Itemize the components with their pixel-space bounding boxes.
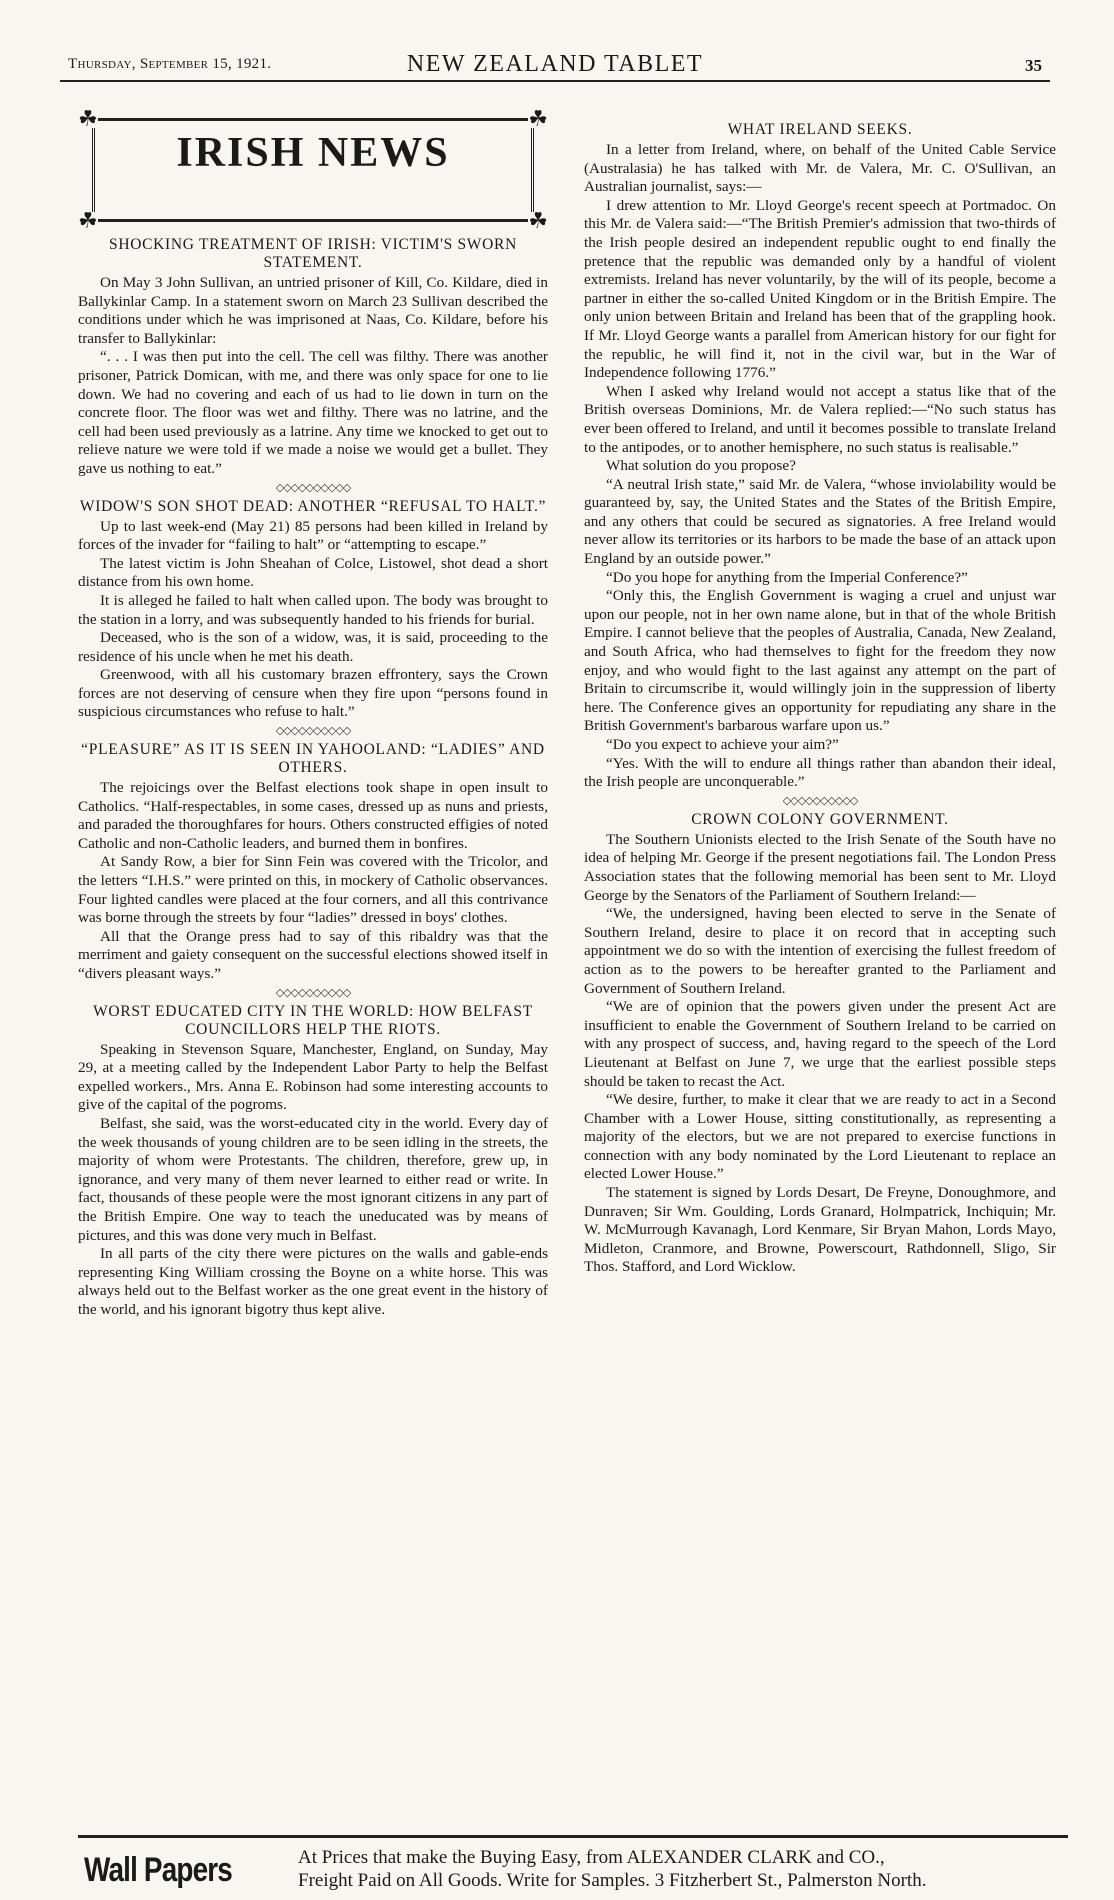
wall-papers-brand: Wall Papers — [84, 1851, 232, 1889]
right-column — [584, 118, 1056, 1277]
section-separator: ◇◇◇◇◇◇◇◇◇◇ — [275, 986, 351, 999]
article-paragraph: Greenwood, with all his customary brazen effrontery, says the Crown forces are not deserving of censure when they fire upon “persons found in suspicious circumstances who refuse to halt.” — [78, 666, 548, 721]
article-pleasure-yahooland — [78, 741, 548, 984]
article-paragraph: What solution do you propose? — [606, 457, 796, 475]
article-paragraph: “We, the undersigned, having been elected to serve in the Senate of Southern Ireland, desire to place it on record that in accepting such appointment we do so with the intention of exercising the fullest freedom of action as to the powers to be hereafter granted to the Parliament and Government of Southern Ireland. — [584, 905, 1056, 997]
article-paragraph: The statement is signed by Lords Desart, De Freyne, Donoughmore, and Dunraven; Sir Wm. Goulding, Lords Granard, Holmpatrick, Inchiquin; Mr. W. McMurrough Kavanagh, Lord Kenmare, Sir Bryan Mahon, Lords Mayo, Midleton, Cranmore, and Browne, Powerscourt, Rathdonnell, Sligo, Sir Thos. Stafford, and Lord Wicklow. — [584, 1184, 1056, 1276]
section-separator: ◇◇◇◇◇◇◇◇◇◇ — [275, 481, 351, 494]
irish-news-masthead — [78, 106, 548, 233]
article-widows-son — [78, 498, 548, 723]
article-worst-educated-city — [78, 1003, 548, 1320]
article-paragraph: In all parts of the city there were pictures on the walls and gable-ends representing King William crossing the Boyne on a white horse. This was always held out to the Belfast worker as the one great event in the history of the world, and his ignorant bigotry thus kept alive. — [78, 1245, 548, 1318]
shamrock-icon: ☘ — [78, 208, 98, 233]
article-paragraph: When I asked why Ireland would not accept a status like that of the British overseas Dominions, Mr. de Valera replied:—“No such status has ever been offered to Ireland, and until it becomes possible to translate Ireland to the antipodes, or to another hemisphere, no such status is realisable.” — [584, 382, 1056, 456]
article-headline: SHOCKING TREATMENT OF IRISH: VICTIM'S SWORN STATEMENT. — [109, 236, 517, 271]
article-headline: WHAT IRELAND SEEKS. — [727, 121, 913, 138]
issue-date: Thursday, September 15, 1921. — [68, 56, 272, 72]
section-separator: ◇◇◇◇◇◇◇◇◇◇ — [782, 794, 858, 807]
article-paragraph: It is alleged he failed to halt when called upon. The body was brought to the station in a lorry, and was subsequently handed to his friends for burial. — [78, 591, 548, 628]
article-paragraph: “We are of opinion that the powers given under the present Act are insufficient to enable the Government of Southern Ireland to be carried on with any prospect of success, and, having regard to the speech of the Lord Lieutenant at Belfast on June 7, we urge that the earliest possible steps should be taken to recast the Act. — [584, 998, 1056, 1090]
advertisement-text — [298, 1846, 1068, 1892]
masthead-bottom-rule — [98, 219, 528, 222]
article-headline: WIDOW'S SON SHOT DEAD: ANOTHER “REFUSAL TO HALT.” — [79, 497, 547, 515]
article-paragraph: I drew attention to Mr. Lloyd George's recent speech at Portmadoc. On this Mr. de Valera said:—“The British Premier's admission that two-thirds of the Irish people desired an independent republic ought to end finally the pretence that the republic was demanded only by a handful of violent extremists. Ireland has never voluntarily, by the will of its people, become a partner in either the so-called United Kingdom or in the British Empire. The only union between Britain and Ireland has been that of the grappling hook. If Mr. Lloyd George wants a parallel from American history for our fight for the republic, he will find it, not in the civil war, but in the War of Independence following 1776.” — [584, 196, 1056, 382]
article-paragraph: Up to last week-end (May 21) 85 persons had been killed in Ireland by forces of the invader for “failing to halt” or “attempting to escape.” — [78, 517, 548, 554]
article-headline: CROWN COLONY GOVERNMENT. — [691, 810, 949, 828]
left-column — [78, 106, 548, 1320]
shamrock-icon: ☘ — [528, 106, 548, 131]
article-headline: WORST EDUCATED CITY IN THE WORLD: HOW BELFAST COUNCILLORS HELP THE RIOTS. — [93, 1002, 533, 1038]
article-paragraph: All that the Orange press had to say of this ribaldry was that the merriment and gaiety consequent on the successful elections showed itself in “divers pleasant ways.” — [78, 927, 548, 982]
article-paragraph: “A neutral Irish state,” said Mr. de Valera, “whose inviolability would be guaranteed by, say, the United States and the States of the British Empire, and any others that could be secured as signatories. A free Ireland would never allow its territories or its harbors to be made the base of an attack upon England by an outside power.” — [584, 475, 1056, 568]
article-paragraph: Deceased, who is the son of a widow, was, it is said, proceeding to the residence of his uncle when he met his death. — [78, 629, 548, 665]
masthead-title: IRISH NEWS — [176, 130, 450, 176]
article-paragraph: In a letter from Ireland, where, on behalf of the United Cable Service (Australasia) he has talked with Mr. de Valera, Mr. C. O'Sullivan, an Australian journalist, says:— — [584, 141, 1056, 196]
article-what-ireland-seeks — [584, 121, 1056, 792]
article-shocking-treatment — [78, 236, 548, 479]
article-paragraph: “Only this, the English Government is waging a cruel and unjust war upon our people, not in her own name alone, but in that of the whole British Empire. I cannot believe that the peoples of Australia, Canada, New Zealand, and South Africa, who had themselves to fight for the freedom they now enjoy, and who would fight to the last against any attempt on the part of Britain to circumscribe it, would willingly join in the suppression of liberty here. The Conference gives an opportunity for repudiating any share in the British Government's barbarous warfare upon us.” — [584, 587, 1056, 735]
page-number: 35 — [1025, 56, 1042, 75]
masthead-top-rule — [98, 118, 528, 121]
shamrock-icon: ☘ — [528, 208, 548, 233]
ad-line-2: Freight Paid on All Goods. Write for Samples. 3 Fitzherbert St., Palmerston North. — [298, 1870, 927, 1891]
article-paragraph: Belfast, she said, was the worst-educated city in the world. Every day of the week thousands of young children are to be seen idling in the streets, the majority of whom were Protestants. The children, therefore, grew up, in ignorance, and very many of them never learned to either read or write. In fact, thousands of these people were the most ignorant citizens in any part of the British Empire. One way to teach the uneducated was by means of pictures, and this was done very much in Belfast. — [78, 1114, 548, 1244]
ad-line-1: At Prices that make the Buying Easy, from ALEXANDER CLARK and CO., — [298, 1847, 885, 1868]
section-separator: ◇◇◇◇◇◇◇◇◇◇ — [275, 725, 351, 738]
shamrock-icon: ☘ — [78, 106, 98, 131]
article-paragraph: “We desire, further, to make it clear that we are ready to act in a Second Chamber with a Lower House, sitting constitutionally, as representing a majority of the electors, but we are not prepared to exercise functions in connection with any body nominated by the Lord Lieutenant to replace an elected Lower House.” — [584, 1091, 1056, 1183]
article-paragraph: “Do you hope for anything from the Imperial Conference?” — [606, 568, 968, 586]
article-paragraph: “Yes. With the will to endure all things rather than abandon their ideal, the Irish people are unconquerable.” — [584, 754, 1056, 791]
article-paragraph: The latest victim is John Sheahan of Colce, Listowel, shot dead a short distance from his own home. — [78, 554, 548, 591]
article-paragraph: The rejoicings over the Belfast elections took shape in open insult to Catholics. “Half-respectables, in some cases, dressed up as nuns and priests, and paraded the thoroughfares for hours. Others constructed effigies of noted Catholic and non-Catholic leaders, and burned them in bonfires. — [78, 779, 548, 852]
publication-title: NEW ZEALAND TABLET — [406, 51, 704, 77]
page-header — [60, 40, 1050, 82]
article-crown-colony-government — [584, 811, 1056, 1277]
article-paragraph: “Do you expect to achieve your aim?” — [606, 736, 839, 753]
article-paragraph: On May 3 John Sullivan, an untried prisoner of Kill, Co. Kildare, died in Ballykinlar Camp. In a statement sworn on March 23 Sullivan described the conditions under which he was imprisoned at Naas, Co. Kildare, before his transfer to Ballykinlar: — [78, 274, 548, 347]
article-paragraph: Speaking in Stevenson Square, Manchester, England, on Sunday, May 29, at a meeting called by the Independent Labor Party to help the Belfast expelled workers., Mrs. Anna E. Robinson had some interesting accounts to give of the capital of the pogroms. — [78, 1040, 548, 1114]
article-paragraph: At Sandy Row, a bier for Sinn Fein was covered with the Tricolor, and the letters “I.H.S.” were printed on this, in mockery of Catholic observances. Four lighted candles were placed at the four corners, and all this contrivance was borne through the streets by four “ladies” dressed in boys' clothes. — [78, 853, 548, 927]
article-paragraph: The Southern Unionists elected to the Irish Senate of the South have no idea of helping Mr. George if the present negotiations fail. The London Press Association states that the following memorial has been sent to Mr. Lloyd George by the Senators of the Parliament of Southern Ireland:— — [584, 830, 1056, 904]
article-paragraph: “. . . I was then put into the cell. The cell was filthy. There was another prisoner, Patrick Domican, with me, and there was only space for one to lie down. We had no covering and each of us had to lie down in turn on the concrete floor. The floor was wet and filthy. There was no latrine, and the cell had been used previously as a latrine. Any time we knocked to get out to relieve nature we were told if we made a noise we would get a bullet. They gave us nothing to eat.” — [78, 348, 548, 477]
article-headline: “PLEASURE” AS IT IS SEEN IN YAHOOLAND: “LADIES” AND OTHERS. — [81, 741, 545, 777]
advertisement-banner — [78, 1835, 1068, 1898]
